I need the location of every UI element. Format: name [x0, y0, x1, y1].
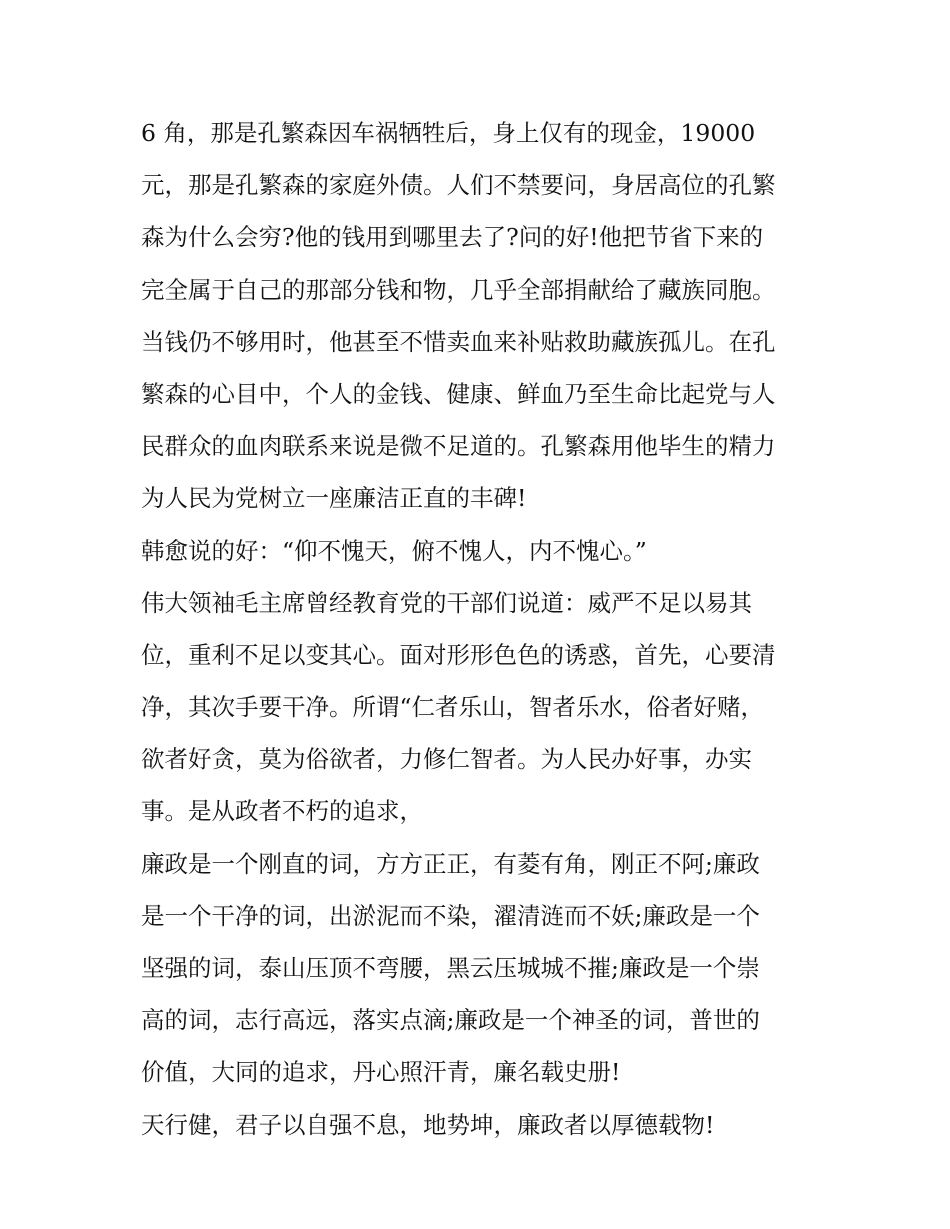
text-line: 6 角，那是孔繁森因车祸牺牲后，身上仅有的现金，19000: [141, 119, 756, 147]
text-line: 当钱仍不够用时，他甚至不惜卖血来补贴救助藏族孤儿。在孔: [141, 327, 776, 356]
text-line: 欲者好贪，莫为俗欲者，力修仁智者。为人民办好事，办实: [141, 745, 752, 774]
text-line: 坚强的词，泰山压顶不弯腰，黑云压城城不摧;廉政是一个崇: [141, 954, 760, 982]
text-line: 是一个干净的词，出淤泥而不染，濯清涟而不妖;廉政是一个: [141, 901, 760, 930]
text-line: 天行健，君子以自强不息，地势坤，廉政者以厚德载物!: [141, 1110, 715, 1139]
text-line: 伟大领袖毛主席曾经教育党的干部们说道：威严不足以易其: [141, 588, 752, 617]
text-line: 廉政是一个刚直的词，方方正正，有菱有角，刚正不阿;廉政: [141, 849, 760, 878]
text-line: 森为什么会穷?他的钱用到哪里去了?问的好!他把节省下来的: [141, 223, 764, 252]
text-line: 韩愈说的好：“仰不愧天，俯不愧人，内不愧心。”: [141, 536, 647, 565]
text-line: 高的词，志行高远，落实点滴;廉政是一个神圣的词，普世的: [141, 1006, 760, 1035]
text-line: 价值，大同的追求，丹心照汗青，廉名载史册!: [141, 1058, 621, 1087]
text-line: 事。是从政者不朽的追求，: [141, 797, 423, 826]
text-line: 民群众的血肉联系来说是微不足道的。孔繁森用他毕生的精力: [141, 432, 776, 461]
text-line: 为人民为党树立一座廉洁正直的丰碑!: [141, 484, 527, 513]
text-line: 位，重利不足以变其心。面对形形色色的诱惑，首先，心要清: [141, 640, 776, 669]
body-text: [141, 107, 821, 1151]
text-line: 繁森的心目中，个人的金钱、健康、鲜血乃至生命比起党与人: [141, 379, 776, 408]
text-line: 完全属于自己的那部分钱和物，几乎全部捐献给了藏族同胞。: [141, 275, 776, 304]
text-line: 净，其次手要干净。所谓“仁者乐山，智者乐水，俗者好赌，: [141, 693, 765, 722]
text-line: 元，那是孔繁森的家庭外债。人们不禁要问，身居高位的孔繁: [141, 171, 776, 200]
